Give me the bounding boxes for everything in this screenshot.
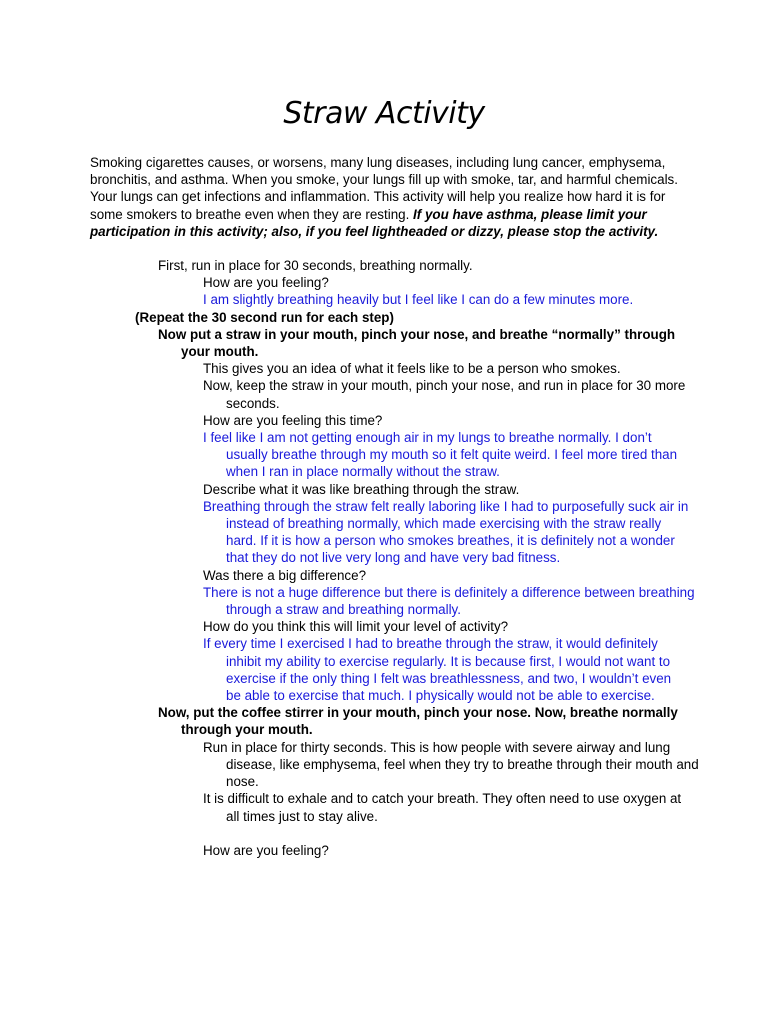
step-straw-run: Now, keep the straw in your mouth, pinch your nose, and run in place for 30 more seconds. — [203, 378, 686, 411]
step-first-run: First, run in place for 30 seconds, breathing normally. — [158, 258, 473, 273]
answer-4: There is not a huge difference but there is definitely a difference between breathing through a straw and breathing normally. — [203, 584, 695, 618]
question-1: How are you feeling? — [203, 275, 329, 291]
question-5: How do you think this will limit your level of activity? — [203, 619, 509, 635]
step-straw-instruction: Now put a straw in your mouth, pinch your nose, and breathe “normally” through your mouth. — [158, 326, 676, 360]
safety-warning: If you have asthma, please limit your participation in this activity; also, if you feel lightheaded or dizzy, please stop the activity. — [90, 206, 659, 239]
document-title: Straw Activity — [283, 96, 485, 131]
answer-1: I am slightly breathing heavily but I feel like I can do a few minutes more. — [203, 292, 634, 308]
step-stirrer-instruction: Now, put the coffee stirrer in your mouth, pinch your nose. Now, breathe normally through your mouth. — [158, 705, 678, 738]
question-6: How are you feeling? — [203, 842, 329, 858]
repeat-note: (Repeat the 30 second run for each step) — [135, 309, 394, 325]
answer-5: If every time I exercised I had to breathe through the straw, it would definitely inhibit my ability to exercise regularly. It is because first, I would not want to exercise if the only thing I felt was breathlessness, and two, I wouldn’t even be able to exercise that much. I physically would not be able to exercise. — [203, 636, 672, 704]
step-stirrer-run: Run in place for thirty seconds. This is how people with severe airway and lung disease, like emphysema, feel when they try to breathe through their mouth and nose. — [203, 739, 699, 790]
spacer — [0, 825, 768, 842]
stirrer-note: It is difficult to exhale and to catch your breath. They often need to use oxygen at all times just to stay alive. — [203, 791, 682, 824]
question-3: Describe what it was like breathing through the straw. — [203, 481, 520, 497]
answer-3: Breathing through the straw felt really laboring like I had to purposefully suck air in instead of breathing normally, which made exercising with the straw really hard. If it is how a person who smokes breathes, it is definitely not a wonder that they do not live very long and have very bad fitness. — [203, 498, 689, 566]
answer-2: I feel like I am not getting enough air in my lungs to breathe normally. I don’t usually breathe through my mouth so it felt quite weird. I feel more tired than when I ran in place normally without the straw. — [203, 430, 678, 480]
activity-steps — [0, 257, 768, 859]
question-2: How are you feeling this time? — [203, 412, 383, 428]
straw-idea-text: This gives you an idea of what it feels like to be a person who smokes. — [203, 361, 621, 377]
intro-paragraph: Smoking cigarettes causes, or worsens, many lung diseases, including lung cancer, emphysema, bronchitis, and asthma. When you smoke, your lungs fill up with smoke, tar, and harmful chemicals. Your lungs can get infections and inflammation. This activity will help you realize how hard it is for some smokers to breathe even when they are resting. — [90, 155, 678, 222]
question-4: Was there a big difference? — [203, 567, 367, 583]
intro-section — [90, 154, 690, 240]
